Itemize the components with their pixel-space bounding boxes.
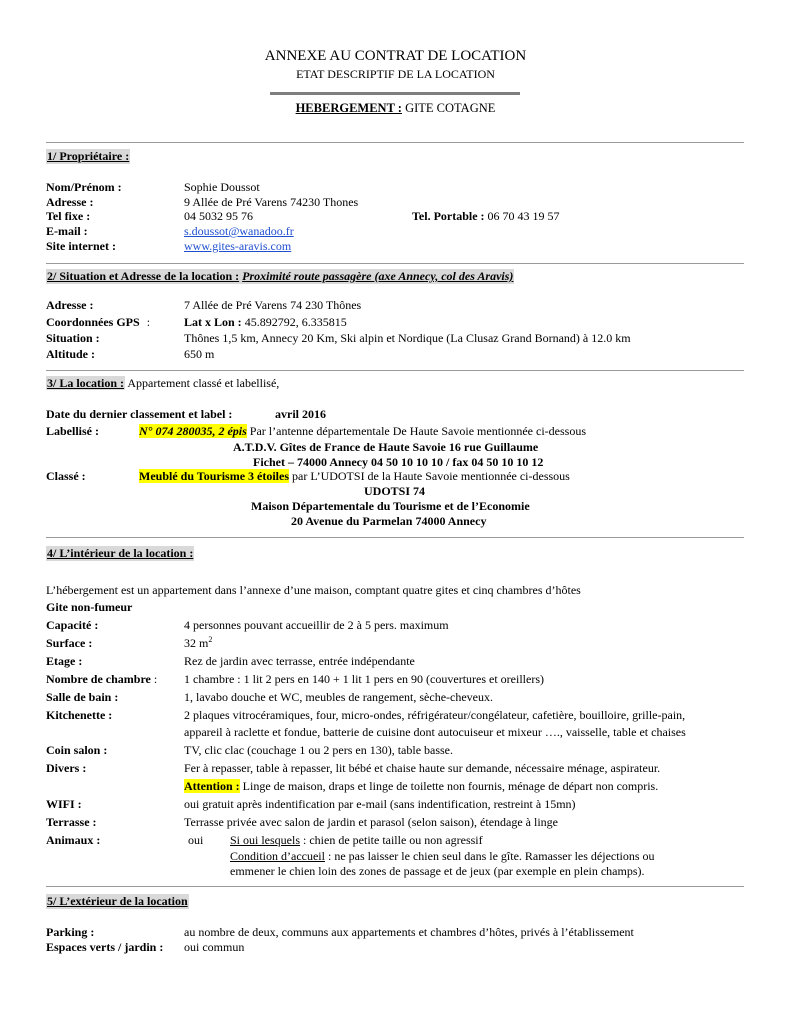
- etage-value: Rez de jardin avec terrasse, entrée indépendante: [184, 654, 415, 668]
- surface-label: Surface :: [46, 636, 93, 650]
- atdv-line-1: A.T.D.V. Gîtes de France de Haute Savoie 16 rue Guillaume: [233, 440, 539, 454]
- tel-portable: [412, 209, 560, 224]
- wifi-label: WIFI :: [46, 797, 82, 811]
- divers-value: Fer à repasser, table à repasser, lit bébé et chaise haute sur demande, nécessaire ménage, aspirateur.: [184, 761, 661, 775]
- section-1-heading: 1/ Propriétaire :: [47, 149, 130, 163]
- chambre-label: Nombre de chambre: [46, 672, 151, 686]
- section-2-note: Proximité route passagère (axe Annecy, col des Aravis): [242, 269, 514, 283]
- kitchenette-line-2: appareil à raclette et fondue, batterie de cuisine dont autocuiseur et mixeur …., vaisselle, table et chaises: [184, 725, 686, 739]
- email-label: E-mail :: [46, 224, 88, 238]
- animaux-condition: [230, 849, 655, 864]
- classe-label: Classé :: [46, 469, 86, 483]
- atdv-line-2: Fichet – 74000 Annecy 04 50 10 10 10 / fax 04 50 10 10 12: [253, 455, 544, 469]
- gps-value-group: [184, 315, 347, 330]
- altitude-value: 650 m: [184, 347, 215, 361]
- section-5-heading: 5/ L’extérieur de la location: [47, 894, 188, 908]
- chambre-value: 1 chambre : 1 lit 2 pers en 140 + 1 lit 1 pers en 90 (couvertures et oreillers): [184, 672, 544, 686]
- wifi-value: oui gratuit après indentification par e-mail (sans indentification, restreint à 15mn): [184, 797, 576, 811]
- interieur-intro: L’hébergement est un appartement dans l’annexe d’une maison, comptant quatre gites et cinq chambres d’hôtes: [46, 583, 581, 597]
- animaux-condition-label: Condition d’accueil: [230, 849, 325, 863]
- section-3-heading: [46, 376, 279, 391]
- tel-fixe-label: Tel fixe :: [46, 209, 91, 223]
- surface-number: 32 m: [184, 636, 209, 650]
- nom-value: Sophie Doussot: [184, 180, 260, 194]
- situation-label: Situation :: [46, 331, 100, 345]
- udotsi-line-3: 20 Avenue du Parmelan 74000 Annecy: [291, 514, 487, 528]
- section-divider: [46, 142, 744, 143]
- animaux-label: Animaux :: [46, 833, 101, 847]
- classe-udotsi: par L’UDOTSI de la Haute Savoie mentionnée ci-dessous: [292, 469, 570, 483]
- chambre-label-group: [46, 672, 157, 687]
- classement-date-value: avril 2016: [275, 407, 326, 421]
- hebergement-label: HEBERGEMENT :: [295, 101, 402, 115]
- udotsi-line-1: UDOTSI 74: [364, 484, 426, 498]
- adresse-value: 9 Allée de Pré Varens 74230 Thones: [184, 195, 359, 209]
- gps-label-group: [46, 315, 150, 330]
- animaux-condition-line-2: emmener le chien loin des zones de passage et de jeux (par exemple en plein champs).: [230, 864, 645, 878]
- section-divider: [46, 537, 744, 538]
- section-divider: [46, 263, 744, 264]
- section-2-title: 2/ Situation et Adresse de la location :: [47, 269, 240, 283]
- attention-label: Attention :: [184, 779, 240, 793]
- parking-value: au nombre de deux, communs aux appartements et chambres d’hôtes, privés à l’établissement: [184, 925, 634, 939]
- site-link[interactable]: www.gites-aravis.com: [184, 239, 292, 253]
- capacite-label: Capacité :: [46, 618, 99, 632]
- page-subtitle: ETAT DESCRIPTIF DE LA LOCATION: [296, 67, 495, 81]
- label-number: N° 074 280035, 2 épis: [139, 424, 247, 438]
- tel-portable-value: 06 70 43 19 57: [487, 209, 560, 223]
- sdb-label: Salle de bain :: [46, 690, 119, 704]
- attention-line: [184, 779, 658, 794]
- section-4-heading: 4/ L’intérieur de la location :: [47, 546, 194, 560]
- espaces-verts-label: Espaces verts / jardin :: [46, 940, 164, 954]
- section-3-title: 3/ La location :: [47, 376, 124, 390]
- classement-date-label: Date du dernier classement et label :: [46, 407, 233, 421]
- gps-label: Coordonnées GPS: [46, 315, 140, 329]
- animaux-oui: oui: [188, 833, 204, 847]
- section-divider: [46, 886, 744, 887]
- terrasse-label: Terrasse :: [46, 815, 97, 829]
- section-3-note: Appartement classé et labellisé,: [127, 376, 280, 390]
- labellise-value: [139, 424, 586, 439]
- label-antenne: Par l’antenne départementale De Haute Savoie mentionnée ci-dessous: [249, 424, 587, 438]
- loc-adresse-value: 7 Allée de Pré Varens 74 230 Thônes: [184, 298, 362, 312]
- loc-adresse-label: Adresse :: [46, 298, 94, 312]
- nom-label: Nom/Prénom :: [46, 180, 122, 194]
- adresse-label: Adresse :: [46, 195, 94, 209]
- site-label: Site internet :: [46, 239, 116, 253]
- section-2-heading: [46, 269, 514, 284]
- attention-text: Linge de maison, draps et linge de toilette non fournis, ménage de départ non compris.: [242, 779, 659, 793]
- udotsi-line-2: Maison Départementale du Tourisme et de l’Economie: [251, 499, 530, 513]
- chambre-colon: :: [153, 672, 158, 686]
- tel-fixe-value: 04 5032 95 76: [184, 209, 253, 223]
- animaux-condition-value: : ne pas laisser le chien seul dans le gîte. Ramasser les déjections ou: [327, 849, 655, 863]
- tel-portable-label: Tel. Portable :: [412, 209, 485, 223]
- non-fumeur: Gite non-fumeur: [46, 600, 133, 614]
- surface-exponent: 2: [208, 635, 213, 644]
- gps-key: Lat x Lon :: [184, 315, 242, 329]
- capacite-value: 4 personnes pouvant accueillir de 2 à 5 pers. maximum: [184, 618, 449, 632]
- salon-label: Coin salon :: [46, 743, 108, 757]
- labellise-label: Labellisé :: [46, 424, 99, 438]
- espaces-verts-value: oui commun: [184, 940, 245, 954]
- salon-value: TV, clic clac (couchage 1 ou 2 pers en 130), table basse.: [184, 743, 454, 757]
- altitude-label: Altitude :: [46, 347, 95, 361]
- hebergement-value: GITE COTAGNE: [405, 101, 496, 115]
- page-title: ANNEXE AU CONTRAT DE LOCATION: [264, 48, 527, 64]
- animaux-lesquels: [230, 833, 483, 848]
- hebergement-line: [0, 101, 791, 116]
- parking-label: Parking :: [46, 925, 95, 939]
- classe-value: [139, 469, 570, 484]
- email-link[interactable]: s.doussot@wanadoo.fr: [184, 224, 294, 238]
- surface-value: [184, 636, 212, 651]
- kitchenette-label: Kitchenette :: [46, 708, 113, 722]
- classe-rating: Meublé du Tourisme 3 étoiles: [139, 469, 290, 483]
- etage-label: Etage :: [46, 654, 83, 668]
- divers-label: Divers :: [46, 761, 87, 775]
- kitchenette-line-1: 2 plaques vitrocéramiques, four, micro-ondes, réfrigérateur/congélateur, cafetière, bouilloire, grille-pain,: [184, 708, 686, 722]
- animaux-lesquels-label: Si oui lesquels: [230, 833, 301, 847]
- terrasse-value: Terrasse privée avec salon de jardin et parasol (selon saison), étendage à linge: [184, 815, 559, 829]
- situation-value: Thônes 1,5 km, Annecy 20 Km, Ski alpin et Nordique (La Clusaz Grand Bornand) à 12.0 km: [184, 331, 631, 345]
- gps-value: 45.892792, 6.335815: [244, 315, 347, 329]
- section-divider: [46, 370, 744, 371]
- gps-colon: :: [146, 315, 151, 329]
- sdb-value: 1, lavabo douche et WC, meubles de rangement, sèche-cheveux.: [184, 690, 493, 704]
- animaux-lesquels-value: : chien de petite taille ou non agressif: [303, 833, 483, 847]
- header-divider: [270, 92, 520, 95]
